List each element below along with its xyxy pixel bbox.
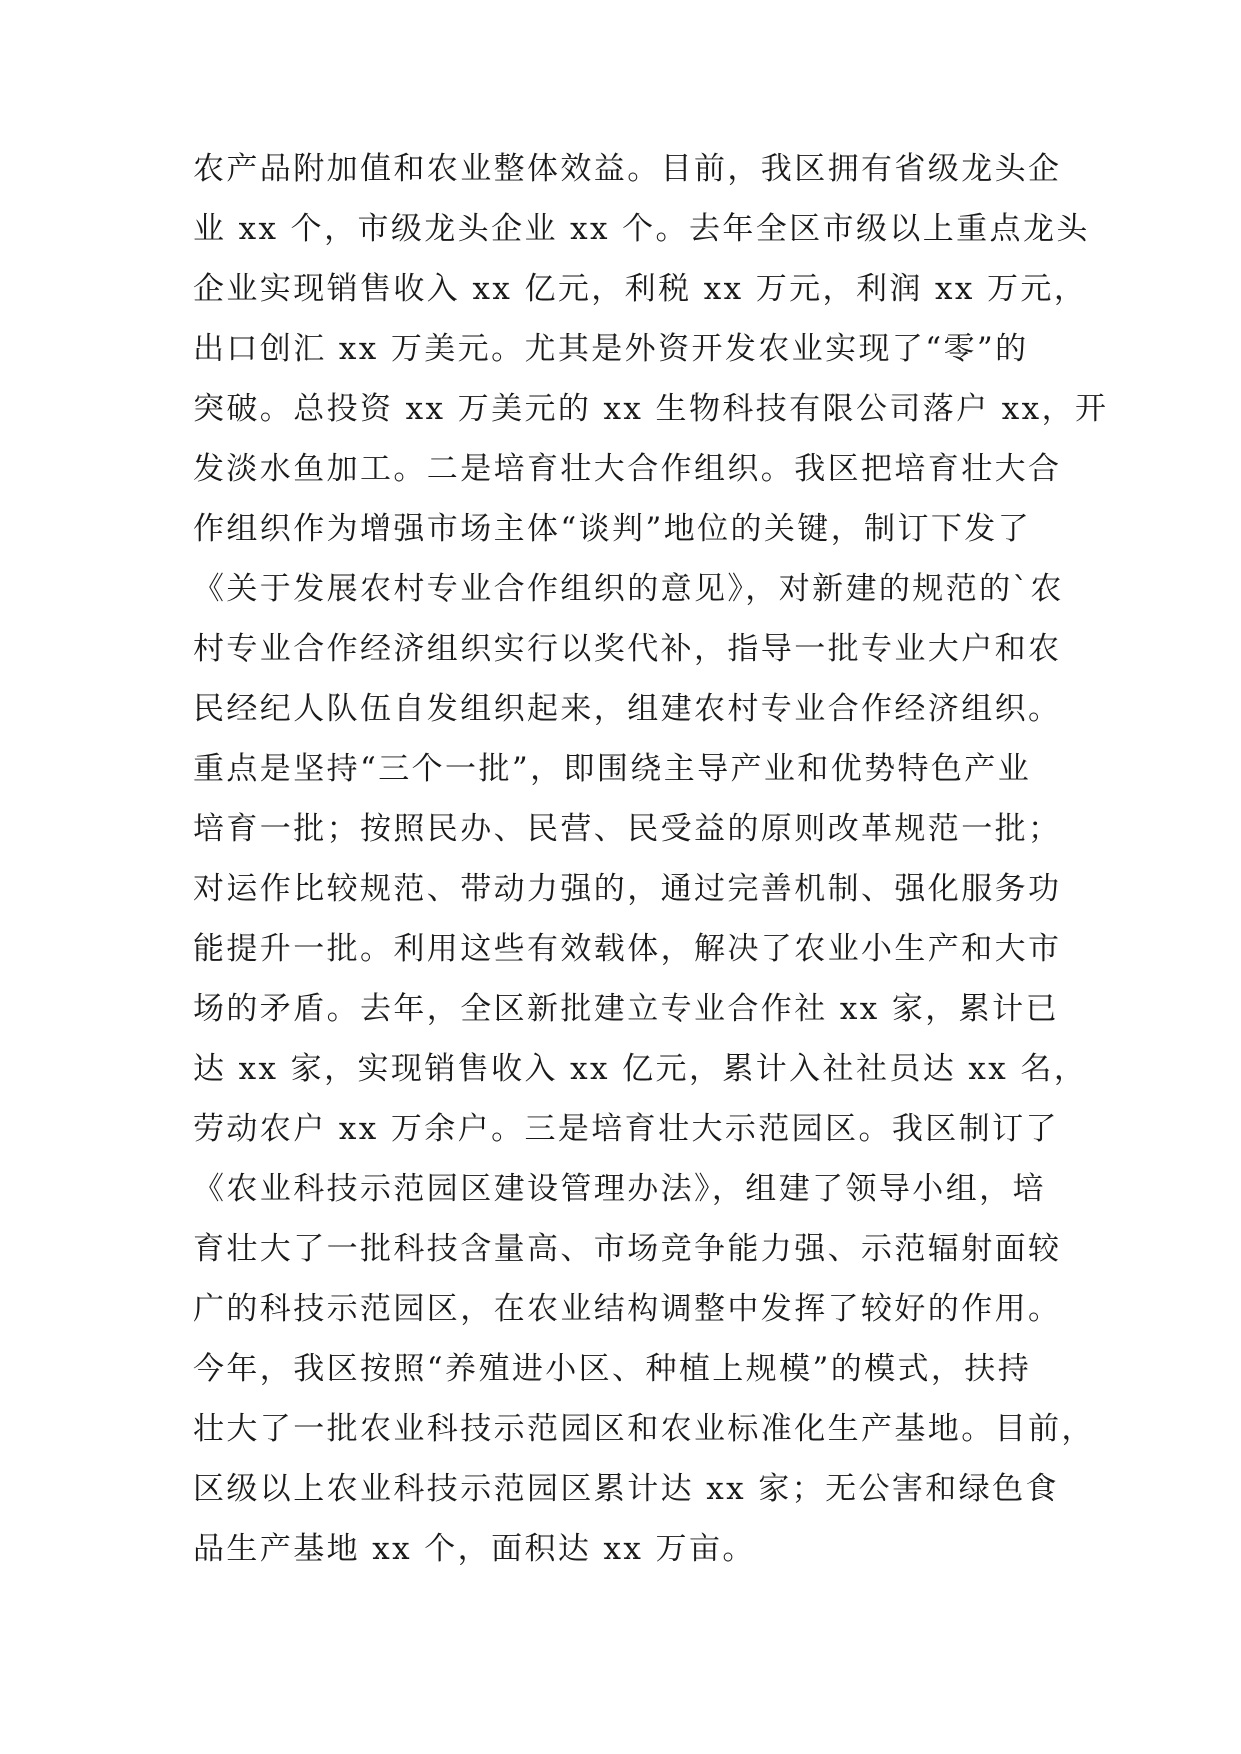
- text-line: 达 xx 家，实现销售收入 xx 亿元，累计入社社员达 xx 名，: [193, 1051, 1088, 1087]
- text-line: 村专业合作经济组织实行以奖代补，指导一批专业大户和农: [193, 631, 1062, 667]
- text-line: 农产品附加值和农业整体效益。目前，我区拥有省级龙头企: [193, 151, 1062, 187]
- text-line: 壮大了一批农业科技示范园区和农业标准化生产基地。目前，: [193, 1411, 1095, 1447]
- text-line: 区级以上农业科技示范园区累计达 xx 家；无公害和绿色食: [193, 1471, 1059, 1507]
- text-line: 作组织作为增强市场主体“谈判”地位的关键，制订下发了: [193, 511, 1032, 547]
- text-line: 对运作比较规范、带动力强的，通过完善机制、强化服务功: [193, 871, 1062, 907]
- text-line: 《关于发展农村专业合作组织的意见》，对新建的规范的`农: [193, 571, 1064, 607]
- text-line: 育壮大了一批科技含量高、市场竞争能力强、示范辐射面较: [193, 1231, 1062, 1267]
- text-line: 出口创汇 xx 万美元。尤其是外资开发农业实现了“零”的: [193, 331, 1029, 367]
- text-line: 能提升一批。利用这些有效载体，解决了农业小生产和大市: [193, 931, 1062, 967]
- text-line: 广的科技示范园区，在农业结构调整中发挥了较好的作用。: [193, 1291, 1062, 1327]
- text-line: 劳动农户 xx 万余户。三是培育壮大示范园区。我区制订了: [193, 1111, 1059, 1147]
- text-line: 重点是坚持“三个一批”，即围绕主导产业和优势特色产业: [193, 751, 1032, 787]
- text-line: 发淡水鱼加工。二是培育壮大合作组织。我区把培育壮大合: [193, 451, 1062, 487]
- text-line: 《农业科技示范园区建设管理办法》，组建了领导小组，培: [193, 1171, 1046, 1207]
- text-line: 今年，我区按照“养殖进小区、种植上规模”的模式，扶持: [193, 1351, 1032, 1387]
- text-line: 民经纪人队伍自发组织起来，组建农村专业合作经济组织。: [193, 691, 1062, 727]
- text-line: 品生产基地 xx 个，面积达 xx 万亩。: [193, 1531, 756, 1567]
- text-line: 培育一批；按照民办、民营、民受益的原则改革规范一批；: [193, 811, 1062, 847]
- text-line: 企业实现销售收入 xx 亿元，利税 xx 万元，利润 xx 万元，: [193, 271, 1088, 307]
- text-line: 突破。总投资 xx 万美元的 xx 生物科技有限公司落户 xx，开: [193, 391, 1109, 427]
- text-line: 业 xx 个，市级龙头企业 xx 个。去年全区市级以上重点龙头: [193, 211, 1090, 247]
- text-line: 场的矛盾。去年，全区新批建立专业合作社 xx 家，累计已: [193, 991, 1059, 1027]
